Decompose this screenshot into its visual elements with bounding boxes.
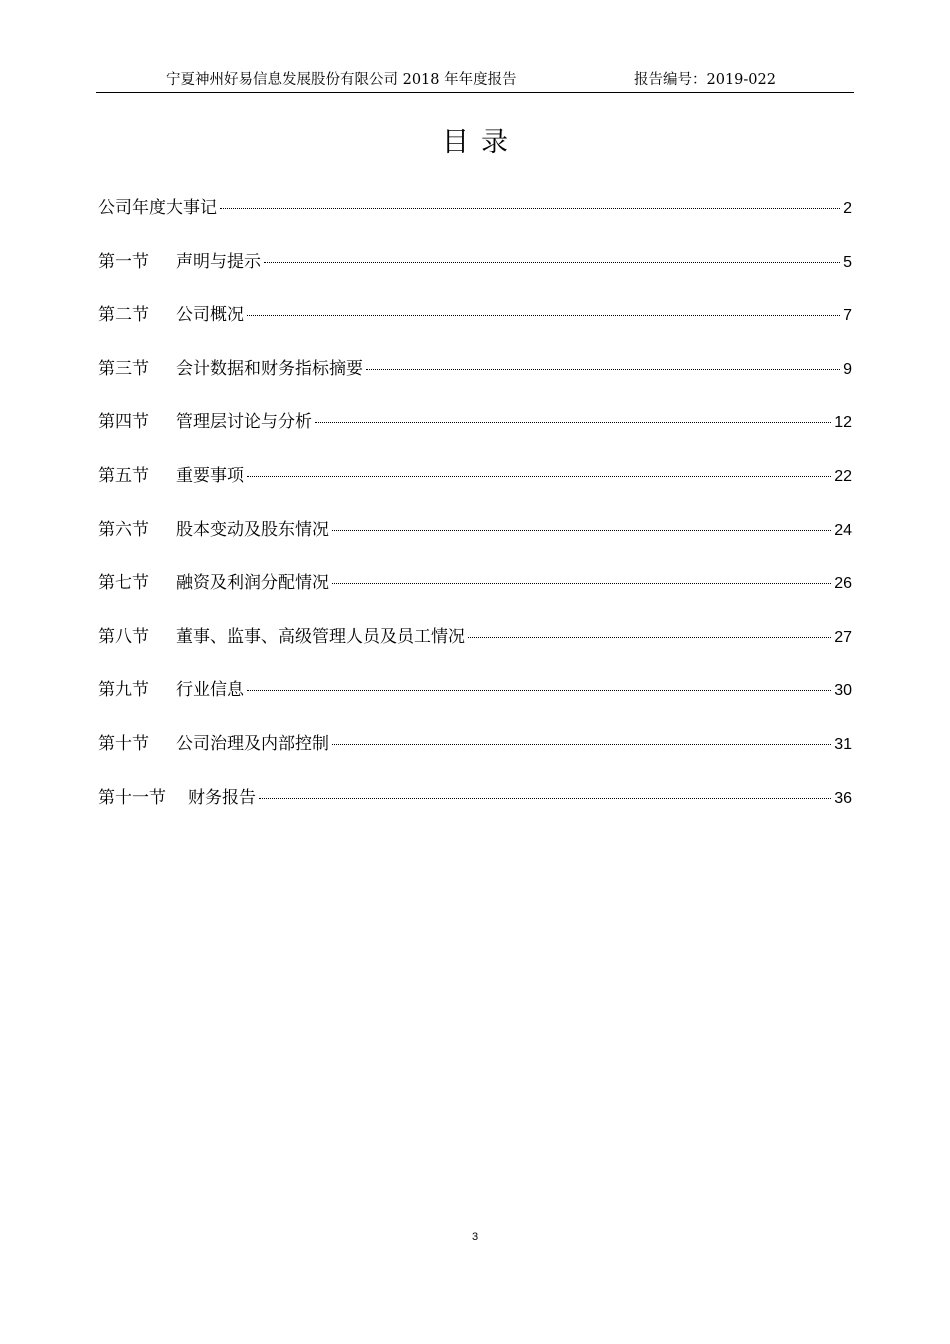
toc-entry[interactable] [98, 675, 852, 729]
toc-entry-section: 第七节 [98, 573, 149, 594]
toc-entry-title: 会计数据和财务指标摘要 [176, 358, 363, 379]
toc-entry[interactable] [98, 622, 852, 676]
toc-entry-title: 股本变动及股东情况 [176, 519, 329, 540]
toc-entry-page: 26 [834, 575, 852, 593]
table-of-contents [98, 193, 852, 836]
toc-dot-leader [332, 583, 831, 584]
toc-entry-title: 公司年度大事记 [98, 198, 217, 218]
toc-entry-page: 30 [834, 682, 852, 700]
toc-entry-page: 24 [834, 521, 852, 539]
toc-entry[interactable] [98, 407, 852, 461]
toc-entry-page: 9 [843, 360, 852, 378]
toc-entry-title: 管理层讨论与分析 [176, 412, 312, 433]
toc-entry-title: 董事、监事、高级管理人员及员工情况 [176, 626, 465, 647]
toc-entry-page: 2 [843, 200, 852, 217]
toc-entry[interactable] [98, 783, 852, 837]
toc-dot-leader [332, 744, 831, 745]
toc-entry-title: 财务报告 [188, 787, 256, 808]
toc-dot-leader [247, 476, 831, 477]
toc-entry-section: 第十节 [98, 733, 149, 754]
toc-entry-title: 重要事项 [176, 465, 244, 486]
toc-entry-page: 31 [834, 735, 852, 753]
toc-entry-page: 12 [834, 414, 852, 432]
toc-entry-section: 第六节 [98, 519, 149, 540]
toc-entry-page: 22 [834, 467, 852, 485]
toc-entry[interactable] [98, 461, 852, 515]
toc-dot-leader [264, 262, 840, 263]
toc-entry-section: 第五节 [98, 465, 149, 486]
toc-entry[interactable] [98, 300, 852, 354]
toc-entry-page: 7 [843, 307, 852, 325]
toc-entry-section: 第八节 [98, 626, 149, 647]
toc-entry-section: 第十一节 [98, 787, 166, 808]
page-number: 3 [471, 1231, 479, 1243]
toc-entry-title: 公司治理及内部控制 [176, 733, 329, 754]
report-code: 报告编号：2019-022 [634, 72, 776, 88]
toc-dot-leader [247, 690, 831, 691]
report-title: 宁夏神州好易信息发展股份有限公司 2018 年年度报告 [166, 72, 517, 88]
toc-entry-title: 公司概况 [176, 305, 244, 326]
toc-entry[interactable] [98, 247, 852, 301]
toc-entry[interactable] [98, 193, 852, 247]
toc-dot-leader [332, 530, 831, 531]
toc-dot-leader [220, 208, 840, 209]
toc-dot-leader [366, 369, 840, 370]
toc-entry[interactable] [98, 515, 852, 569]
toc-entry-page: 5 [843, 253, 852, 271]
toc-entry-section: 第一节 [98, 251, 149, 272]
toc-dot-leader [315, 422, 831, 423]
toc-entry[interactable] [98, 354, 852, 408]
toc-entry-section: 第四节 [98, 412, 149, 433]
toc-heading: 目录 [442, 127, 520, 158]
toc-entry-page: 36 [834, 789, 852, 807]
toc-entry-title: 融资及利润分配情况 [176, 573, 329, 594]
toc-dot-leader [247, 315, 840, 316]
toc-entry[interactable] [98, 729, 852, 783]
page-header [96, 64, 854, 93]
toc-entry-title: 行业信息 [176, 680, 244, 701]
toc-entry-section: 第三节 [98, 358, 149, 379]
toc-entry-page: 27 [834, 628, 852, 646]
toc-dot-leader [259, 798, 831, 799]
toc-entry-section: 第九节 [98, 680, 149, 701]
toc-entry-title: 声明与提示 [176, 251, 261, 272]
toc-entry-section: 第二节 [98, 305, 149, 326]
toc-dot-leader [468, 637, 831, 638]
toc-entry[interactable] [98, 568, 852, 622]
